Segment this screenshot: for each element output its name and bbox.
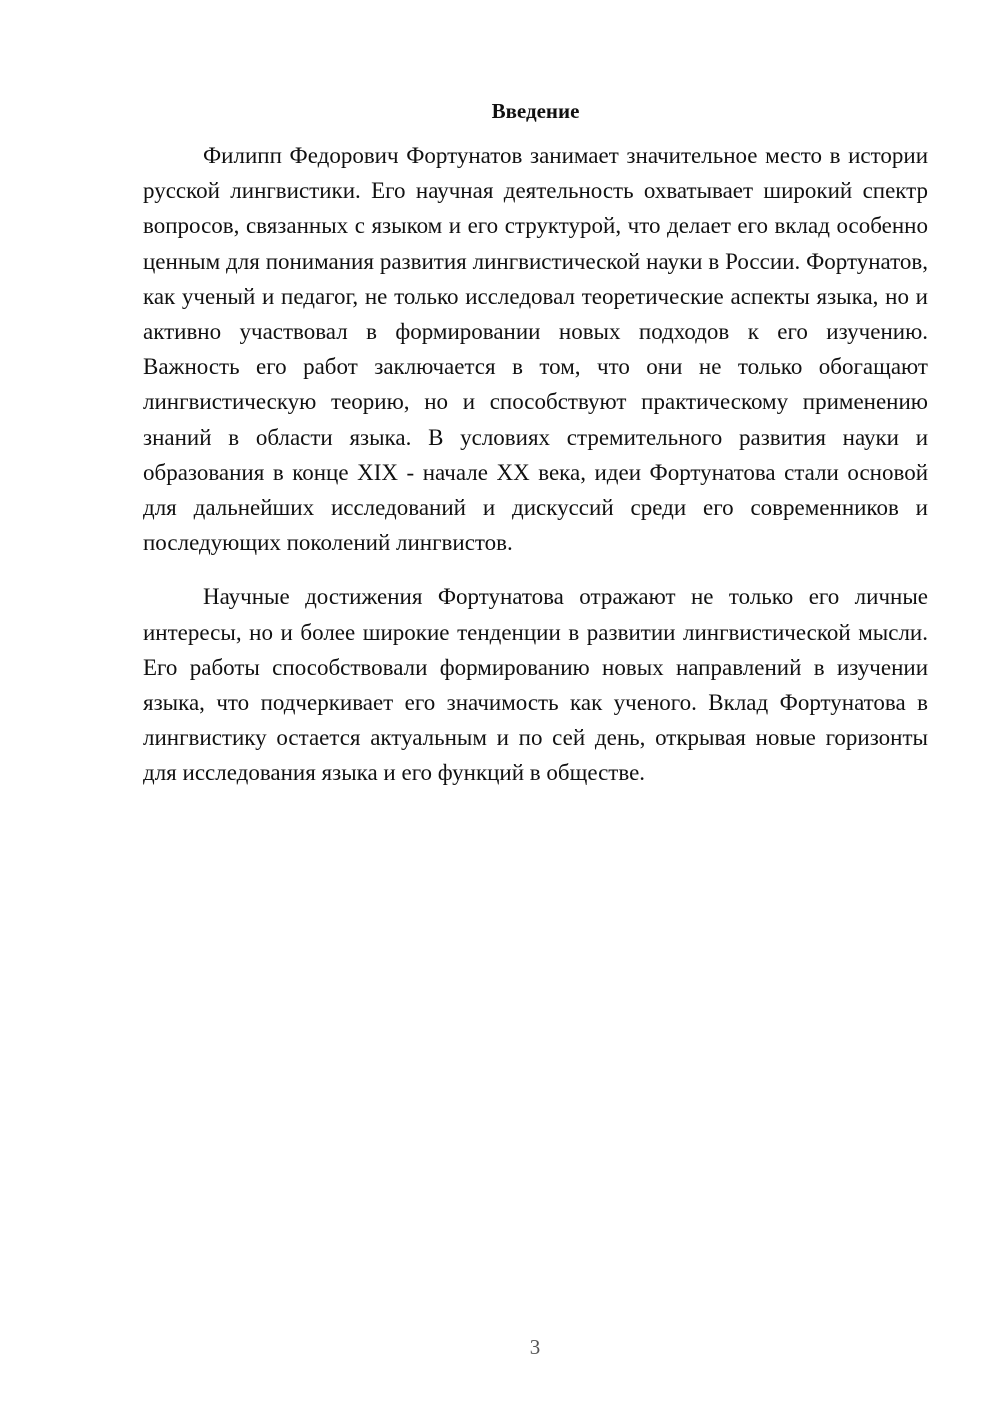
paragraph-1: Филипп Федорович Фортунатов занимает значительное место в истории русской лингвистики. Его научная деятельность охватывает широкий спектр вопросов, связанных с языком и его структурой, что делает его вклад особенно ценным для понимания развития лингвистической науки в России. Фортунатов, как ученый и педагог, не только исследовал теоретические аспекты языка, но и активно участвовал в формировании новых подходов к его изучению. Важность его работ заключается в том, что они не только обогащают лингвистическую теорию, но и способствуют практическому применению знаний в области языка. В условиях стремительного развития науки и образования в конце XIX - начале XX века, идеи Фортунатова стали основой для дальнейших исследований и дискуссий среди его современников и последующих поколений лингвистов.: [143, 143, 928, 556]
page-number: 3: [529, 1335, 541, 1359]
section-title: Введение: [491, 99, 580, 123]
page-content: [143, 96, 928, 791]
paragraph-2: Научные достижения Фортунатова отражают не только его личные интересы, но и более широкие тенденции в развитии лингвистической мысли. Его работы способствовали формированию новых направлений в изучении языка, что подчеркивает его значимость как ученого. Вклад Фортунатова в лингвистику остается актуальным и по сей день, открывая новые горизонты для исследования языка и его функций в обществе.: [143, 584, 928, 786]
